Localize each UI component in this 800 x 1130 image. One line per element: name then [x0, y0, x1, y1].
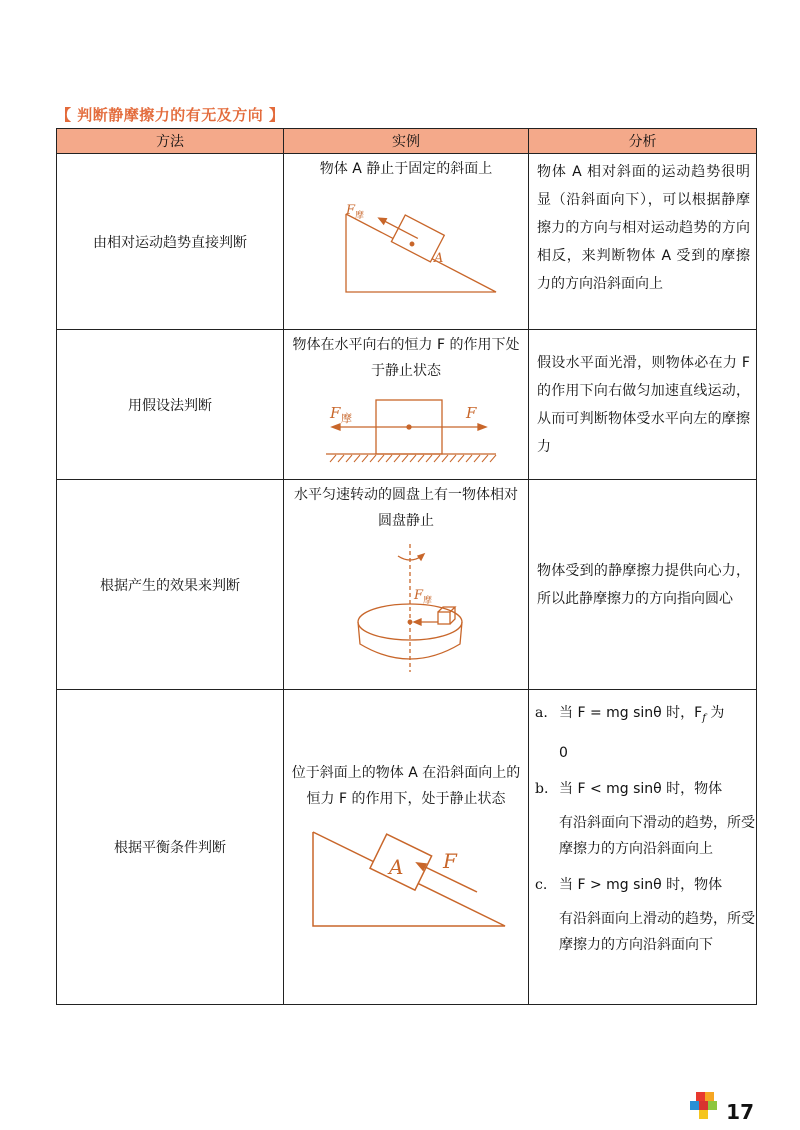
- block-label-A: A: [434, 251, 444, 266]
- option-continuation: 有沿斜面向上滑动的趋势，所受摩擦力的方向沿斜面向下: [559, 910, 755, 953]
- analysis-cell: [529, 154, 757, 330]
- option-label: b.: [535, 780, 549, 797]
- example-cell: [284, 154, 529, 330]
- option-continuation: 0: [559, 744, 568, 761]
- example-text: 水平匀速转动的圆盘上有一物体相对圆盘静止: [294, 487, 518, 529]
- method-cell: 由相对运动趋势直接判断: [57, 154, 284, 330]
- analysis-cell: [529, 480, 757, 690]
- incline-figure-2: [301, 826, 511, 936]
- analysis-text: 假设水平面光滑，则物体必在力 F 的作用下向右做匀加速直线运动，从而可判断物体受水平向左的摩擦力: [537, 354, 750, 455]
- option-c: [529, 872, 756, 898]
- option-text: 当 F > mg sinθ 时，物体: [559, 876, 723, 893]
- block-label-A: A: [389, 855, 404, 879]
- table-header-row: [57, 129, 757, 154]
- friction-label-F: F: [414, 588, 424, 603]
- option-text: 当 F < mg sinθ 时，物体: [559, 780, 723, 797]
- friction-label-F: F: [330, 404, 341, 422]
- table-row: [57, 480, 757, 690]
- option-text: 当 F = mg sinθ 时，F: [559, 705, 703, 721]
- option-text-tail: 为: [710, 705, 725, 721]
- header-analysis: 分析: [529, 129, 757, 154]
- incline-figure-1: [306, 182, 506, 302]
- option-a: [529, 700, 756, 732]
- option-b: [529, 776, 756, 802]
- subscript-f: f: [702, 712, 706, 724]
- publisher-logo-icon: [690, 1090, 718, 1124]
- example-cell: [284, 690, 529, 1005]
- example-text: 物体在水平向右的恒力 F 的作用下处于静止状态: [292, 337, 520, 379]
- method-cell: 用假设法判断: [57, 330, 284, 480]
- table-row: [57, 154, 757, 330]
- analysis-text: 物体 A 相对斜面的运动趋势很明显（沿斜面向下），可以根据静摩擦力的方向与相对运动趋势的方向相反，来判断物体 A 受到的摩擦力的方向沿斜面向上: [537, 164, 750, 292]
- table-row: [57, 330, 757, 480]
- method-cell: 根据产生的效果来判断: [57, 480, 284, 690]
- friction-table: [56, 128, 757, 1005]
- analysis-cell: [529, 690, 757, 1005]
- example-cell: [284, 480, 529, 690]
- header-method: 方法: [57, 129, 284, 154]
- method-cell: 根据平衡条件判断: [57, 690, 284, 1005]
- analysis-cell: [529, 330, 757, 480]
- table-row: [57, 690, 757, 1005]
- horizontal-block-figure: [306, 384, 506, 468]
- section-title: 【 判断静摩擦力的有无及方向 】: [56, 106, 285, 124]
- friction-label-F: F: [346, 203, 356, 218]
- force-label-F: F: [466, 404, 477, 422]
- page-number: 17: [726, 1100, 754, 1124]
- force-label-F: F: [443, 849, 457, 873]
- option-label: c.: [535, 876, 548, 893]
- example-text: 位于斜面上的物体 A 在沿斜面向上的恒力 F 的作用下，处于静止状态: [291, 765, 521, 807]
- friction-label-sub: 摩: [355, 211, 365, 221]
- example-cell: [284, 330, 529, 480]
- rotating-disk-figure: [306, 534, 506, 674]
- header-example: 实例: [284, 129, 529, 154]
- friction-label-sub: 摩: [423, 596, 433, 606]
- option-continuation: 有沿斜面向下滑动的趋势，所受摩擦力的方向沿斜面向上: [559, 814, 755, 857]
- option-label: a.: [535, 705, 548, 721]
- analysis-text: 物体受到的静摩擦力提供向心力，所以此静摩擦力的方向指向圆心: [537, 562, 750, 607]
- friction-label-sub: 摩: [341, 412, 352, 425]
- example-text: 物体 A 静止于固定的斜面上: [319, 161, 493, 177]
